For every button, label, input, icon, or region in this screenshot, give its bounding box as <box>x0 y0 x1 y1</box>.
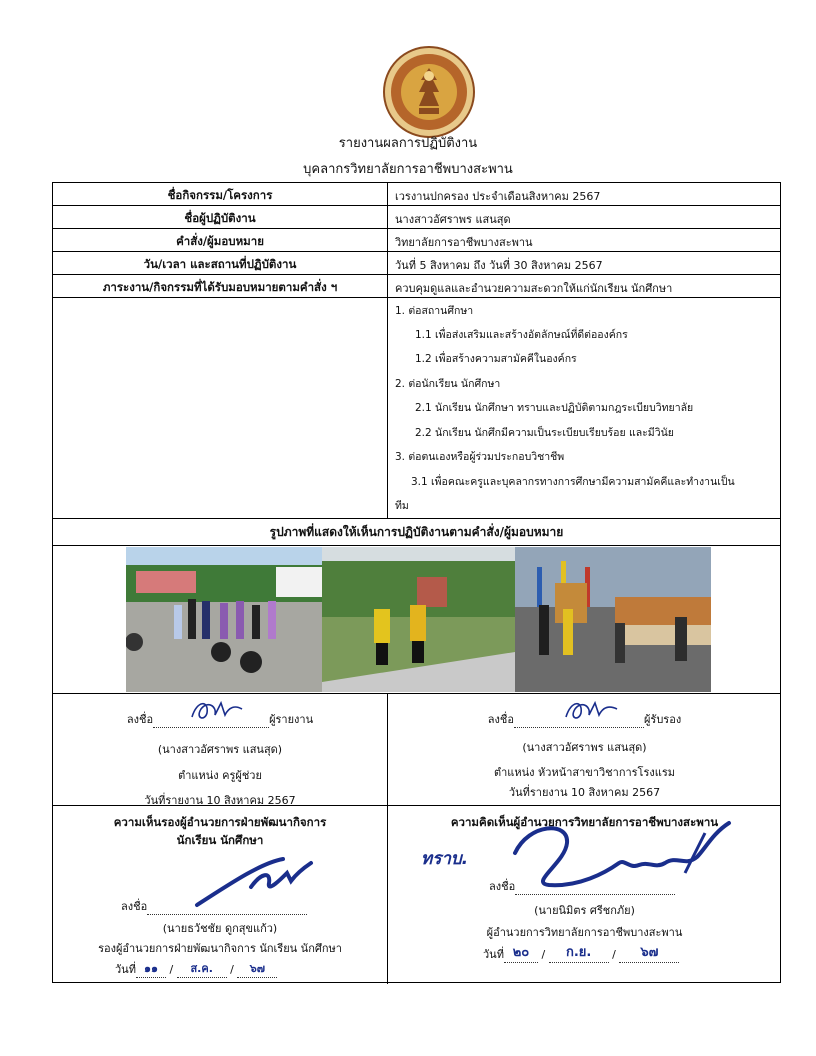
director-signature-icon <box>509 813 739 893</box>
director-sign-label: ลงชื่อ <box>489 880 516 893</box>
reporter-name: (นางสาวอัศราพร แสนสุด) <box>157 743 283 756</box>
director-date-year: ๖๗ <box>619 941 679 963</box>
report-subtitle: บุคลากรวิทยาลัยการอาชีพบางสะพาน <box>303 162 513 177</box>
certifier-sign-label: ลงชื่อ <box>487 713 514 726</box>
objective-item: 2. ต่อนักเรียน นักศึกษา <box>395 378 501 390</box>
college-seal <box>383 46 475 138</box>
reporter-date: วันที่รายงาน 10 สิงหาคม 2567 <box>144 794 296 807</box>
task-value: ควบคุมดูแลและอำนวยความสะดวกให้แก่นักเรียน นักศึกษา <box>395 282 673 295</box>
task-label: ภาระงาน/กิจกรรมที่ได้รับมอบหมายตามคำสั่ง ฯ <box>102 280 338 294</box>
report-form: ชื่อกิจกรรม/โครงการ เวรงานปกครอง ประจำเดือนสิงหาคม 2567 ชื่อผู้ปฏิบัติงาน นางสาวอัศราพร แสนสุด คำสั่ง/ผู้มอบหมาย วิทยาลัยการอาชีพบางสะพาน วัน/เวลา และสถานที่ปฏิบัติงาน วันที่ 5 สิงหาคม ถึง วันที่ 30 สิงหาคม 2567 ภาระงาน/กิจกรรมที่ได้รับมอบหมายตามคำสั่ง ฯ ควบคุมดูแลและอำนวยความสะดวกให้แก่นักเรียน นักศึกษา 1. ต่อสถานศึกษา 1.1 เพื่อส่งเสริมและสร้างอัตลักษณ์ที่ดีต่อองค์กร 1.2 เพื่อสร้างความสามัคคีในองค์กร 2. ต่อนักเรียน นักศึกษา 2.1 นักเรียน นักศึกษา ทราบและปฏิบัติตามกฎระเบียบวิทยาลัย 2.2 นักเรียน นักศึกมีความเป็นระเบียบเรียบร้อย และมีวินัย 3. ต่อตนเองหรือผู้ร่วมประกอบวิชาชีพ 3.1 เพื่อคณะครูและบุคลากรทางการศึกษามีความสามัคคีและทำงานเป็น ทีม รูปภาพที่แสดงให้เห็นการปฏิบัติงานตามคำสั่ง/ผู้มอบหมาย ลงชื่อ ผู้รายงาน (นางสาวอัศราพร แสนสุด) ตำแหน่ง ครูผู้ช่วย วันที่รายงาน 10 สิงหาคม 2567 ลงชื่อ ผู้รับรอง (นางสาวอัศราพร แสนสุด) ตำแหน่ง หัวหน้าสาขาวิชาการโรงแรม วันที่รายงาน 10 สิงหาคม 2567 ความเห็นรองผู้อำนวยการฝ่ายพัฒนากิจการ นักเรียน นักศึกษา ลงชื่อ (นายธวัชชัย ดูกสุขแก้ว) รองผู้อำนวยการฝ่ายพัฒนากิจการ นักเรียน นักศึกษา วันที่ ๑๑ / ส.ค. / ๖๗ ความคิดเห็นผู้อำนวยการวิทยาลัยการอาชีพบางสะพาน ทราบ. ลงชื่อ (นายนิมิตร ศรีชกภัย) ผู้อำนวยการวิทยาลัยการอาชีพบางสะพาน วันที่ ๒๐ / ก.ย. / ๖๗ <box>52 182 781 983</box>
reporter-sign-label: ลงชื่อ <box>126 713 154 726</box>
reporter-position: ตำแหน่ง ครูผู้ช่วย <box>178 769 262 782</box>
deputy-date-month: ส.ค. <box>177 959 227 978</box>
date-place-value: วันที่ 5 สิงหาคม ถึง วันที่ 30 สิงหาคม 2567 <box>395 259 603 272</box>
reporter-signature-icon <box>187 695 247 725</box>
objective-item: 1.2 เพื่อสร้างความสามัคคีในองค์กร <box>415 353 577 365</box>
director-date-month: ก.ย. <box>549 941 609 963</box>
objective-item: 2.1 นักเรียน นักศึกษา ทราบและปฏิบัติตามกฎระเบียบวิทยาลัย <box>415 402 694 414</box>
deputy-date-day: ๑๑ <box>136 959 166 978</box>
deputy-name: (นายธวัชชัย ดูกสุขแก้ว) <box>162 922 278 935</box>
photo-group-parking <box>126 547 322 692</box>
director-signature-line <box>515 894 675 895</box>
director-date-label: วันที่ <box>483 948 504 961</box>
report-title: รายงานผลการปฏิบัติงาน <box>338 136 478 151</box>
photo-two-teachers <box>322 547 515 692</box>
objective-item: ทีม <box>395 500 409 512</box>
certifier-signature-icon <box>561 695 623 725</box>
objective-item: 3.1 เพื่อคณะครูและบุคลากรทางการศึกษามีความสามัคคีและทำงานเป็น <box>411 476 735 488</box>
objective-item: 1. ต่อสถานศึกษา <box>395 305 474 317</box>
deputy-position: รองผู้อำนวยการฝ่ายพัฒนากิจการ นักเรียน นักศึกษา <box>98 942 342 955</box>
director-date-day: ๒๐ <box>504 941 538 963</box>
reporter-role: ผู้รายงาน <box>269 713 314 726</box>
deputy-sign-label: ลงชื่อ <box>121 900 148 913</box>
deputy-heading-line1: ความเห็นรองผู้อำนวยการฝ่ายพัฒนากิจการ <box>113 815 327 829</box>
certifier-role: ผู้รับรอง <box>643 713 682 726</box>
director-note: ทราบ. <box>421 849 469 869</box>
director-heading: ความคิดเห็นผู้อำนวยการวิทยาลัยการอาชีพบางสะพาน <box>450 815 719 829</box>
photo-section-title: รูปภาพที่แสดงให้เห็นการปฏิบัติงานตามคำสั่ง/ผู้มอบหมาย <box>269 525 564 539</box>
activity-value: เวรงานปกครอง ประจำเดือนสิงหาคม 2567 <box>395 190 601 203</box>
order-label: คำสั่ง/ผู้มอบหมาย <box>176 234 264 248</box>
certifier-position: ตำแหน่ง หัวหน้าสาขาวิชาการโรงแรม <box>493 766 675 779</box>
objective-item: 1.1 เพื่อส่งเสริมและสร้างอัตลักษณ์ที่ดีต่อองค์กร <box>415 329 628 341</box>
objective-item: 2.2 นักเรียน นักศึกมีความเป็นระเบียบเรียบร้อย และมีวินัย <box>415 427 674 439</box>
deputy-date-label: วันที่ <box>115 963 136 976</box>
deputy-date-year: ๖๗ <box>237 959 277 978</box>
certifier-signature-line <box>514 727 644 728</box>
director-name: (นายนิมิตร ศรีชกภัย) <box>534 904 635 917</box>
deputy-heading-line2: นักเรียน นักศึกษา <box>176 833 264 847</box>
certifier-date: วันที่รายงาน 10 สิงหาคม 2567 <box>508 786 661 799</box>
certifier-name: (นางสาวอัศราพร แสนสุด) <box>522 741 647 754</box>
order-value: วิทยาลัยการอาชีพบางสะพาน <box>395 236 533 249</box>
objective-item: 3. ต่อตนเองหรือผู้ร่วมประกอบวิชาชีพ <box>395 451 565 463</box>
deputy-signature-line <box>147 914 307 915</box>
performer-label: ชื่อผู้ปฏิบัติงาน <box>184 211 256 225</box>
reporter-signature-line <box>153 727 269 728</box>
performer-value: นางสาวอัศราพร แสนสุด <box>395 213 511 226</box>
date-place-label: วัน/เวลา และสถานที่ปฏิบัติงาน <box>143 257 297 271</box>
director-position: ผู้อำนวยการวิทยาลัยการอาชีพบางสะพาน <box>486 926 683 939</box>
photo-school-gate <box>515 547 711 692</box>
activity-label: ชื่อกิจกรรม/โครงการ <box>167 188 273 202</box>
deputy-signature-icon <box>191 843 321 911</box>
